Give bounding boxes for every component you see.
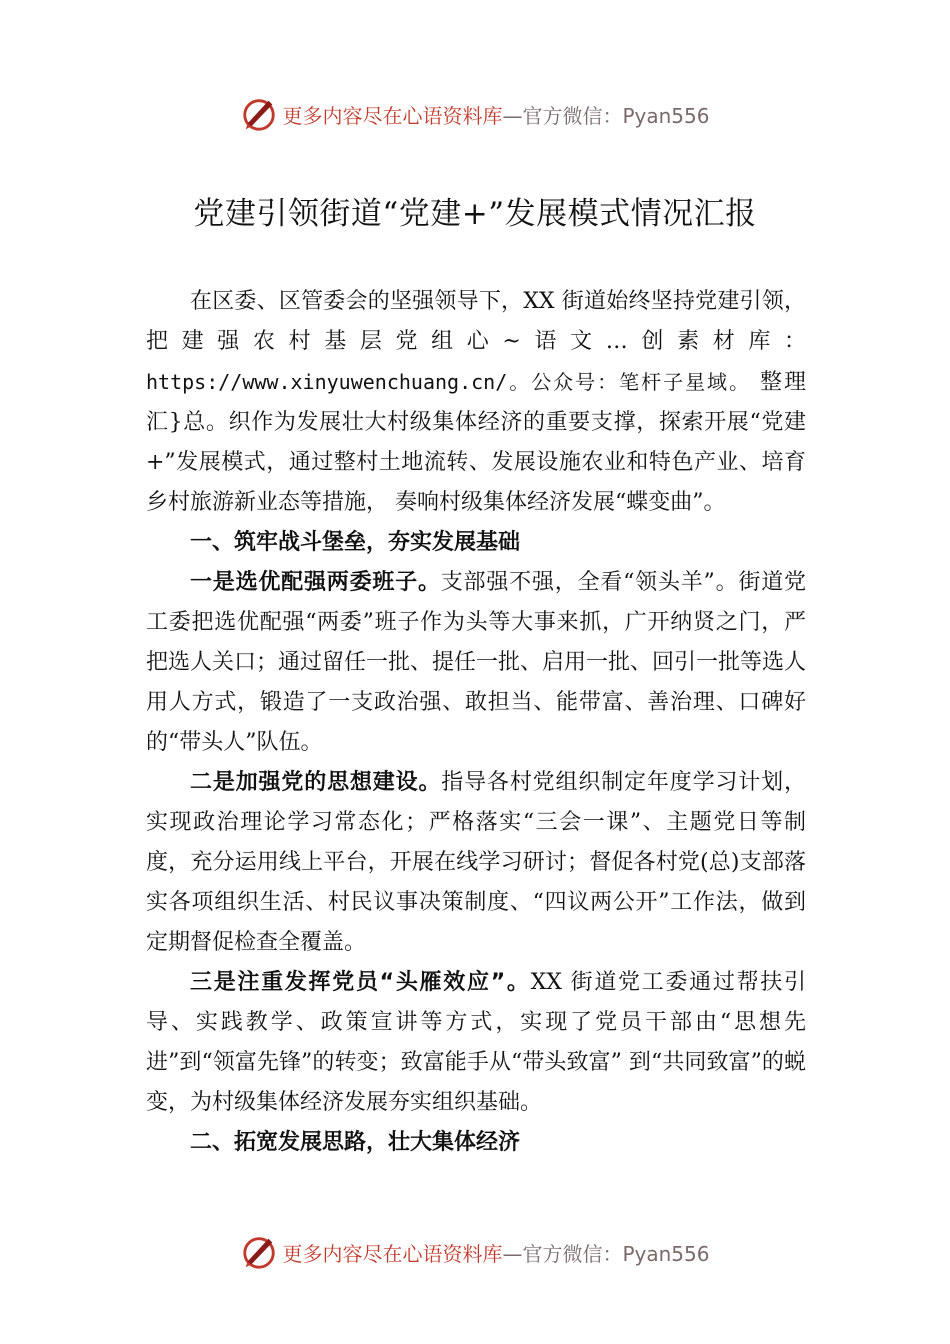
watermark-red-text: 更多内容尽在心语资料库 — [282, 1241, 503, 1266]
watermark-red-text: 更多内容尽在心语资料库 — [282, 103, 503, 128]
watermark-header — [0, 94, 950, 134]
document-body — [146, 282, 806, 1163]
watermark-grey-text: —官方微信：Pyan556 — [502, 103, 710, 128]
watermark-grey-text: —官方微信：Pyan556 — [502, 1241, 710, 1266]
section-heading-1: 一、筑牢战斗堡垒，夯实发展基础 — [190, 530, 521, 555]
paragraph-1 — [146, 563, 806, 763]
pen-circle-logo-icon — [240, 95, 278, 133]
section-heading-2: 二、拓宽发展思路，壮大集体经济 — [190, 1130, 521, 1155]
intro-url: https://www.xinyuwenchuang.cn/。公众号：笔杆子星域。 — [146, 370, 752, 394]
watermark-footer — [0, 1232, 950, 1272]
paragraph-3-lead: 三是注重发挥党员“头雁效应”。 — [190, 970, 531, 995]
intro-line2: 整理汇}总。织作为发展壮大村级集体经济的重要支撑，探索开展“党建+”发展模式，通过整村土地流转、发展设施农业和特色产业、培育乡村旅游新业态等措施， 奏响村级集体经济发展“蝶变曲”。 — [146, 370, 806, 515]
paragraph-1-lead: 一是选优配强两委班子。 — [190, 570, 441, 595]
paragraph-3 — [146, 963, 806, 1123]
paragraph-2-lead: 二是加强党的思想建设。 — [190, 770, 442, 795]
paragraph-2-text: 指导各村党组织制定年度学习计划，实现政治理论学习常态化；严格落实“三会一课”、主题党日等制度，充分运用线上平台，开展在线学习研讨；督促各村党(总)支部落实各项组织生活、村民议事决策制度、“四议两公开”工作法，做到定期督促检查全覆盖。 — [146, 770, 806, 955]
paragraph-1-text: 支部强不强，全看“领头羊”。街道党工委把选优配强“两委”班子作为头等大事来抓，广开纳贤之门，严把选人关口；通过留任一批、提任一批、启用一批、回引一批等选人用人方式，锻造了一支政治强、敢担当、能带富、善治理、口碑好的“带头人”队伍。 — [146, 570, 807, 755]
paragraph-2 — [146, 763, 806, 963]
paragraph-3-text: XX 街道党工委通过帮扶引导、实践教学、政策宣讲等方式，实现了党员干部由“思想先进”到“领富先锋”的转变；致富能手从“带头致富” 到“共同致富”的蜕变，为村级集体经济发展夯实组织基础。 — [146, 970, 806, 1115]
intro-paragraph — [146, 282, 806, 523]
document-title: 党建引领街道“党建+”发展模式情况汇报 — [193, 196, 757, 232]
intro-line1: 在区委、区管委会的坚强领导下，XX 街道始终坚持党建引领，把建强农村基层党组心~语文…创素材库： — [146, 289, 806, 354]
pen-circle-logo-icon — [240, 1233, 278, 1271]
